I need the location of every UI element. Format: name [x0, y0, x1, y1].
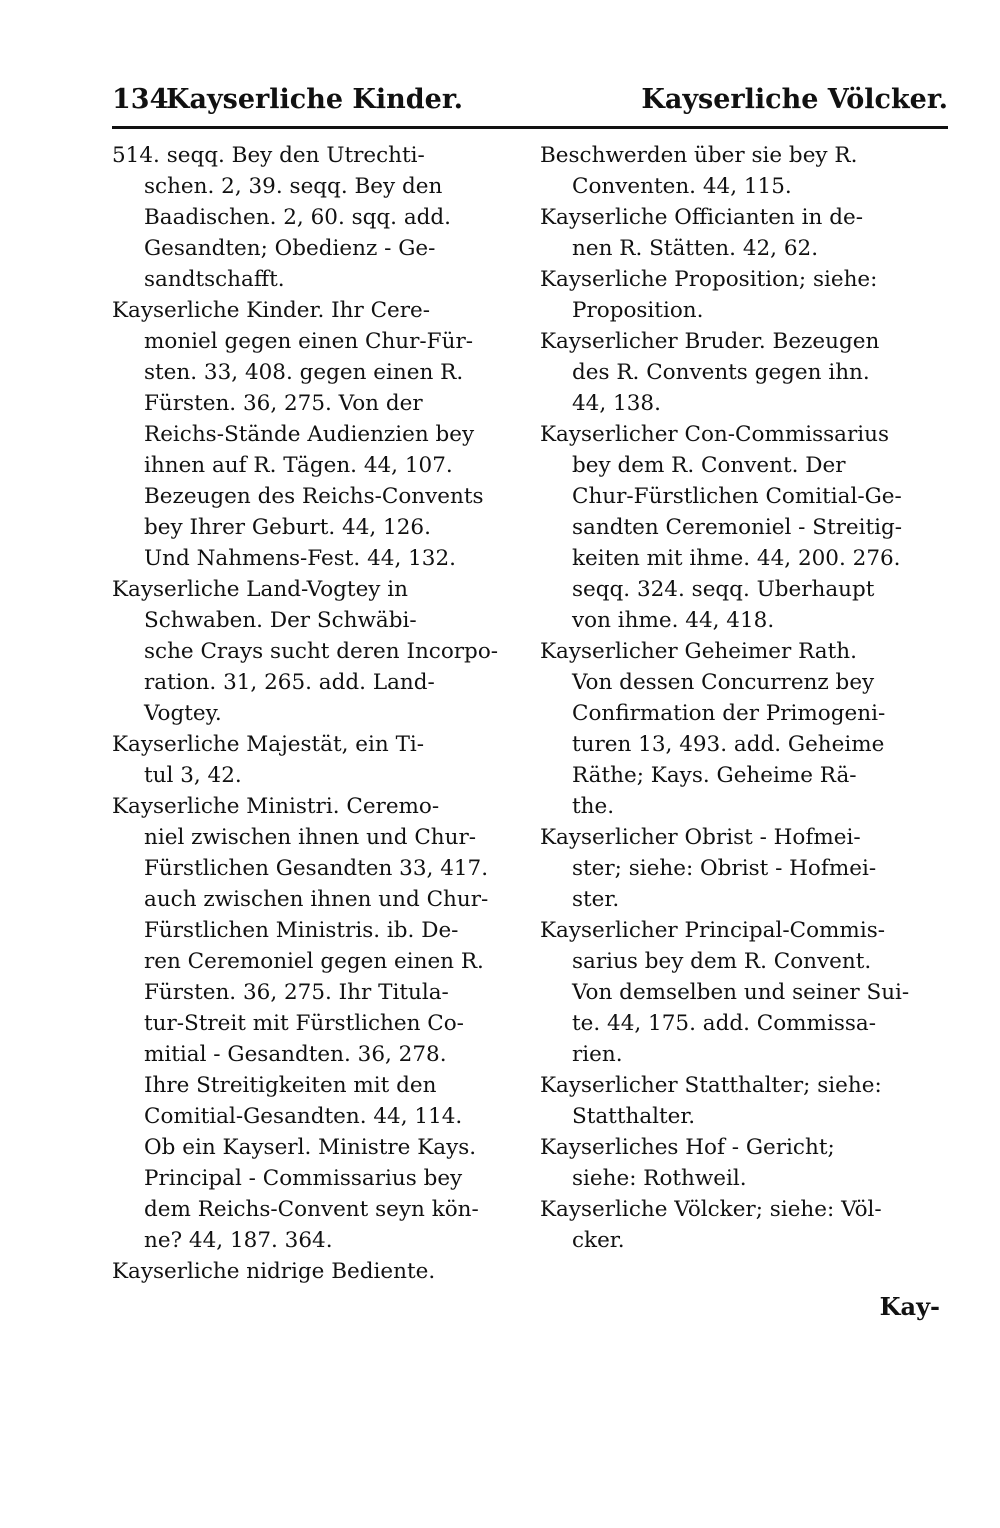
- entry-line: Von demselben und seiner Sui-: [572, 980, 910, 1005]
- entry-line: Kayserliche nidrige Bediente.: [112, 1259, 436, 1284]
- index-entry: [112, 791, 512, 1256]
- entry-line: Kayserlicher Con-Commissarius: [540, 422, 890, 447]
- entry-line: cker.: [572, 1228, 625, 1253]
- entry-line: Kayserlicher Geheimer Rath.: [540, 639, 857, 664]
- entry-line: seqq. 324. seqq. Uberhaupt: [572, 577, 875, 602]
- entry-line: auch zwischen ihnen und Chur-: [144, 887, 489, 912]
- index-entry: [540, 326, 952, 419]
- left-column: [112, 140, 512, 1287]
- entry-line: sarius bey dem R. Convent.: [572, 949, 872, 974]
- entry-line: the.: [572, 794, 615, 819]
- entry-line: bey dem R. Convent. Der: [572, 453, 846, 478]
- entry-line: sandten Ceremoniel - Streitig-: [572, 515, 903, 540]
- entry-line: Kayserliche Officianten in de-: [540, 205, 863, 230]
- entry-line: dem Reichs-Convent seyn kön-: [144, 1197, 479, 1222]
- index-entry: [112, 574, 512, 729]
- running-title-left: Kayserliche Kinder.: [166, 84, 463, 115]
- entry-line: Fürstlichen Ministris. ib. De-: [144, 918, 459, 943]
- entry-line: Conventen. 44, 115.: [572, 174, 792, 199]
- entry-line: tul 3, 42.: [144, 763, 242, 788]
- entry-line: niel zwischen ihnen und Chur-: [144, 825, 477, 850]
- entry-line: Kayserliches Hof - Gericht;: [540, 1135, 835, 1160]
- entry-line: Beschwerden über sie bey R.: [540, 143, 858, 168]
- index-entry: [112, 140, 512, 295]
- entry-line: Kayserlicher Obrist - Hofmei-: [540, 825, 861, 850]
- index-entry: [540, 202, 952, 264]
- index-entry: [540, 822, 952, 915]
- entry-line: Und Nahmens-Fest. 44, 132.: [144, 546, 457, 571]
- entry-line: Fürsten. 36, 275. Ihr Titula-: [144, 980, 449, 1005]
- entry-line: Chur-Fürstlichen Comitial-Ge-: [572, 484, 902, 509]
- entry-line: ihnen auf R. Tägen. 44, 107.: [144, 453, 453, 478]
- catchword: Kay-: [879, 1292, 940, 1321]
- running-header: [112, 80, 948, 124]
- index-entry: [540, 915, 952, 1070]
- entry-line: Gesandten; Obedienz - Ge-: [144, 236, 436, 261]
- entry-line: Proposition.: [572, 298, 704, 323]
- index-entry: [112, 295, 512, 574]
- entry-line: Baadischen. 2, 60. sqq. add.: [144, 205, 452, 230]
- entry-line: Reichs-Stände Audienzien bey: [144, 422, 475, 447]
- entry-line: Räthe; Kays. Geheime Rä-: [572, 763, 857, 788]
- entry-line: Kayserliche Völcker; siehe: Völ-: [540, 1197, 882, 1222]
- entry-line: 44, 138.: [572, 391, 661, 416]
- entry-line: Kayserlicher Bruder. Bezeugen: [540, 329, 880, 354]
- entry-line: Fürstlichen Gesandten 33, 417.: [144, 856, 489, 881]
- entry-line: te. 44, 175. add. Commissa-: [572, 1011, 876, 1036]
- index-entry: [540, 1132, 952, 1194]
- page-number: 134: [112, 84, 169, 115]
- entry-line: Kayserliche Kinder. Ihr Cere-: [112, 298, 431, 323]
- entry-line: moniel gegen einen Chur-Für-: [144, 329, 473, 354]
- entry-line: schen. 2, 39. seqq. Bey den: [144, 174, 443, 199]
- index-entry: [540, 419, 952, 636]
- entry-line: 514. seqq. Bey den Utrechti-: [112, 143, 425, 168]
- entry-line: Fürsten. 36, 275. Von der: [144, 391, 423, 416]
- entry-line: Kayserlicher Statthalter; siehe:: [540, 1073, 882, 1098]
- entry-line: Kayserliche Proposition; siehe:: [540, 267, 878, 292]
- entry-line: Kayserliche Majestät, ein Ti-: [112, 732, 425, 757]
- entry-line: siehe: Rothweil.: [572, 1166, 747, 1191]
- entry-line: Schwaben. Der Schwäbi-: [144, 608, 417, 633]
- entry-line: ster.: [572, 887, 620, 912]
- entry-line: nen R. Stätten. 42, 62.: [572, 236, 819, 261]
- entry-line: Comitial-Gesandten. 44, 114.: [144, 1104, 463, 1129]
- entry-line: ster; siehe: Obrist - Hofmei-: [572, 856, 877, 881]
- running-title-right: Kayserliche Völcker.: [641, 84, 948, 115]
- entry-line: Kayserliche Land-Vogtey in: [112, 577, 408, 602]
- entry-line: rien.: [572, 1042, 623, 1067]
- entry-line: Bezeugen des Reichs-Convents: [144, 484, 484, 509]
- index-entry: [540, 1070, 952, 1132]
- entry-line: tur-Streit mit Fürstlichen Co-: [144, 1011, 464, 1036]
- index-entry: [540, 264, 952, 326]
- entry-line: sten. 33, 408. gegen einen R.: [144, 360, 464, 385]
- entry-line: bey Ihrer Geburt. 44, 126.: [144, 515, 431, 540]
- entry-line: Confirmation der Primogeni-: [572, 701, 886, 726]
- entry-line: Principal - Commissarius bey: [144, 1166, 463, 1191]
- entry-line: Ihre Streitigkeiten mit den: [144, 1073, 437, 1098]
- entry-line: Vogtey.: [144, 701, 222, 726]
- entry-line: Kayserlicher Principal-Commis-: [540, 918, 885, 943]
- entry-line: keiten mit ihme. 44, 200. 276.: [572, 546, 901, 571]
- right-column: [540, 140, 952, 1256]
- index-entry: [540, 140, 952, 202]
- entry-line: ne? 44, 187. 364.: [144, 1228, 333, 1253]
- entry-line: von ihme. 44, 418.: [572, 608, 775, 633]
- index-entry: [112, 729, 512, 791]
- entry-line: Ob ein Kayserl. Ministre Kays.: [144, 1135, 477, 1160]
- entry-line: sche Crays sucht deren Incorpo-: [144, 639, 499, 664]
- entry-line: turen 13, 493. add. Geheime: [572, 732, 885, 757]
- entry-line: sandtschafft.: [144, 267, 285, 292]
- entry-line: mitial - Gesandten. 36, 278.: [144, 1042, 447, 1067]
- entry-line: Von dessen Concurrenz bey: [572, 670, 875, 695]
- entry-line: des R. Convents gegen ihn.: [572, 360, 870, 385]
- entry-line: Kayserliche Ministri. Ceremo-: [112, 794, 440, 819]
- entry-line: ration. 31, 265. add. Land-: [144, 670, 435, 695]
- index-entry: [112, 1256, 512, 1287]
- entry-line: ren Ceremoniel gegen einen R.: [144, 949, 484, 974]
- entry-line: Statthalter.: [572, 1104, 696, 1129]
- index-entry: [540, 1194, 952, 1256]
- header-rule: [112, 126, 948, 129]
- index-entry: [540, 636, 952, 822]
